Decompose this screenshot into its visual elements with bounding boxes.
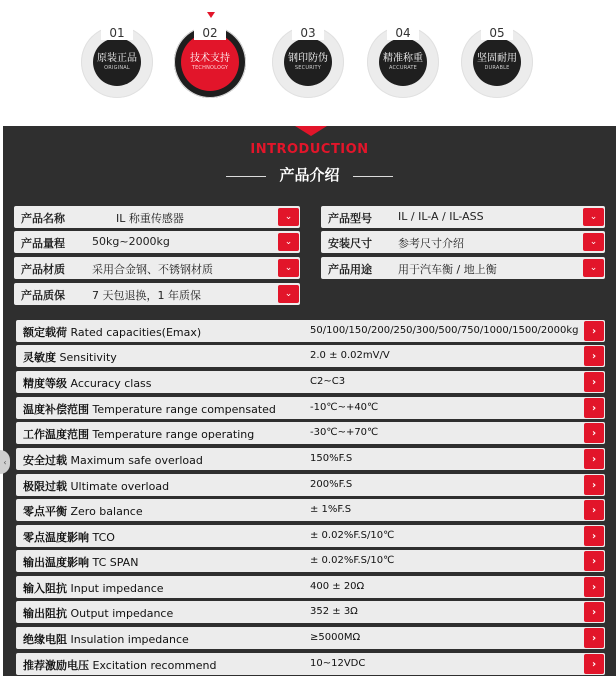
feature-security[interactable] (272, 26, 346, 102)
chevron-right-icon[interactable]: › (584, 526, 604, 546)
info-value: 参考尺寸介绍 (398, 237, 464, 250)
chevron-right-icon[interactable]: › (584, 372, 604, 392)
info-value: IL / IL-A / IL-ASS (398, 210, 484, 223)
feature-title: 坚固耐用 (477, 52, 517, 64)
spec-row[interactable] (16, 653, 605, 675)
spec-label-cn: 绝缘电阻 (23, 633, 67, 646)
spec-label-cn: 额定载荷 (23, 326, 67, 339)
spec-value: C2~C3 (310, 376, 346, 387)
section-title: 产品介绍 (279, 166, 340, 184)
info-value: 50kg~2000kg (92, 235, 170, 248)
chevron-down-icon[interactable]: ⌄ (278, 208, 299, 226)
spec-label-en: Temperature range compensated (92, 403, 276, 416)
info-value: IL 称重传感器 (116, 212, 184, 225)
title-divider-right (353, 176, 393, 177)
spec-label (23, 657, 216, 673)
feature-title: 原装正品 (97, 52, 137, 64)
spec-row[interactable] (16, 576, 605, 598)
info-product-usage[interactable] (321, 257, 605, 279)
spec-label (23, 503, 143, 519)
spec-value: 400 ± 20Ω (310, 581, 365, 592)
spec-label (23, 375, 152, 391)
spec-value: 352 ± 3Ω (310, 606, 358, 617)
spec-row[interactable] (16, 550, 605, 572)
chevron-down-icon[interactable]: ⌄ (583, 259, 604, 277)
spec-row[interactable] (16, 474, 605, 496)
spec-label-cn: 输出阻抗 (23, 607, 67, 620)
chevron-right-icon[interactable]: › (584, 654, 604, 674)
feature-bar (0, 0, 616, 126)
info-label: 安装尺寸 (328, 237, 372, 250)
chevron-right-icon[interactable]: › (584, 475, 604, 495)
spec-row[interactable] (16, 371, 605, 393)
feature-subtitle: TECHNOLOGY (191, 64, 229, 71)
spec-value: 50/100/150/200/250/300/500/750/1000/1500/2000kg (310, 325, 579, 336)
feature-technology[interactable] (174, 26, 248, 102)
spec-label-cn: 精度等级 (23, 377, 67, 390)
info-label: 产品材质 (21, 263, 65, 276)
spec-row[interactable] (16, 448, 605, 470)
spec-row[interactable] (16, 345, 605, 367)
info-label: 产品名称 (21, 212, 65, 225)
spec-label (23, 426, 254, 442)
spec-value: 150%F.S (310, 453, 353, 464)
spec-label-en: Excitation recommend (92, 659, 217, 672)
intro-english-title: INTRODUCTION (250, 142, 369, 157)
info-product-material[interactable] (14, 257, 300, 279)
info-value: 用于汽车衡 / 地上衡 (398, 263, 497, 276)
feature-number: 02 (194, 26, 226, 40)
info-install-size[interactable] (321, 231, 605, 253)
spec-row[interactable] (16, 320, 605, 342)
spec-label (23, 401, 276, 417)
feature-accurate[interactable] (367, 26, 441, 102)
feature-original[interactable] (81, 26, 155, 102)
spec-label (23, 554, 138, 570)
chevron-right-icon[interactable]: › (584, 602, 604, 622)
spec-label (23, 324, 201, 340)
spec-label-en: Maximum safe overload (70, 454, 203, 467)
spec-value: -30℃~+70℃ (310, 427, 379, 438)
spec-label (23, 580, 164, 596)
info-product-warranty[interactable] (14, 283, 300, 305)
spec-label-cn: 极限过载 (23, 480, 67, 493)
panel-notch-icon (295, 126, 327, 136)
spec-label (23, 529, 115, 545)
spec-value: ± 0.02%F.S/10℃ (310, 530, 395, 541)
spec-label-cn: 输出温度影响 (23, 556, 89, 569)
feature-durable[interactable] (461, 26, 535, 102)
spec-label-cn: 灵敏度 (23, 351, 56, 364)
spec-label (23, 452, 203, 468)
spec-label-cn: 安全过载 (23, 454, 67, 467)
info-label: 产品用途 (328, 263, 372, 276)
chevron-right-icon[interactable]: › (584, 577, 604, 597)
feature-number: 01 (101, 26, 133, 40)
spec-value: ± 1%F.S (310, 504, 352, 515)
spec-label-en: Sensitivity (59, 351, 117, 364)
spec-row[interactable] (16, 601, 605, 623)
feature-title: 精准称重 (383, 52, 423, 64)
spec-label-en: Temperature range operating (92, 428, 255, 441)
spec-label (23, 349, 117, 365)
feature-title: 技术支持 (190, 52, 230, 64)
spec-label-en: Accuracy class (70, 377, 152, 390)
feature-badge (93, 38, 141, 86)
spec-row[interactable] (16, 397, 605, 419)
chevron-left-icon[interactable]: ‹ (0, 450, 10, 474)
spec-label-en: TC SPAN (92, 556, 139, 569)
spec-label-en: Output impedance (70, 607, 174, 620)
feature-badge (181, 33, 239, 91)
spec-value: 200%F.S (310, 479, 353, 490)
spec-label-en: Rated capacities(Emax) (70, 326, 202, 339)
feature-badge (379, 38, 427, 86)
feature-subtitle: SECURITY (294, 64, 322, 71)
chevron-right-icon[interactable]: › (584, 346, 604, 366)
chevron-down-icon[interactable]: ⌄ (583, 208, 604, 226)
spec-label-cn: 零点温度影响 (23, 531, 89, 544)
spec-label-cn: 输入阻抗 (23, 582, 67, 595)
chevron-right-icon[interactable]: › (584, 321, 604, 341)
feature-number: 04 (387, 26, 419, 40)
feature-number: 03 (292, 26, 324, 40)
chevron-down-icon[interactable]: ⌄ (583, 233, 604, 251)
product-intro-panel (3, 126, 616, 676)
spec-row[interactable] (16, 627, 605, 649)
info-label: 产品型号 (328, 212, 372, 225)
chevron-right-icon[interactable]: › (584, 449, 604, 469)
feature-subtitle: ACCURATE (388, 64, 418, 71)
chevron-down-icon[interactable]: ⌄ (278, 285, 299, 303)
spec-row[interactable] (16, 525, 605, 547)
feature-number: 05 (481, 26, 513, 40)
feature-title: 钢印防伪 (288, 52, 328, 64)
chevron-right-icon[interactable]: › (584, 398, 604, 418)
spec-label-cn: 温度补偿范围 (23, 403, 89, 416)
spec-value: ≥5000MΩ (310, 632, 361, 643)
chevron-right-icon[interactable]: › (584, 500, 604, 520)
spec-label (23, 478, 169, 494)
spec-row[interactable] (16, 422, 605, 444)
feature-subtitle: ORIGINAL (104, 64, 130, 71)
feature-subtitle: DURABLE (484, 64, 510, 71)
spec-value: ± 0.02%F.S/10℃ (310, 555, 395, 566)
info-label: 产品量程 (21, 237, 65, 250)
chevron-down-icon[interactable]: ⌄ (278, 233, 299, 251)
feature-badge (473, 38, 521, 86)
spec-label (23, 605, 173, 621)
spec-label-cn: 零点平衡 (23, 505, 67, 518)
info-product-name[interactable] (14, 206, 300, 228)
spec-row[interactable] (16, 499, 605, 521)
chevron-right-icon[interactable]: › (584, 423, 604, 443)
info-value: 采用合金钢、不锈钢材质 (92, 263, 213, 276)
spec-label-en: Ultimate overload (70, 480, 170, 493)
spec-label-cn: 推荐激励电压 (23, 659, 89, 672)
info-product-range[interactable] (14, 231, 300, 253)
info-label: 产品质保 (21, 289, 65, 302)
info-value: 7 天包退换，1 年质保 (92, 289, 201, 302)
feature-badge (284, 38, 332, 86)
spec-label-cn: 工作温度范围 (23, 428, 89, 441)
info-product-model[interactable] (321, 206, 605, 228)
spec-label-en: Input impedance (70, 582, 164, 595)
spec-value: 2.0 ± 0.02mV/V (310, 350, 390, 361)
chevron-right-icon[interactable]: › (584, 628, 604, 648)
chevron-right-icon[interactable]: › (584, 551, 604, 571)
spec-label-en: TCO (92, 531, 115, 544)
spec-value: 10~12VDC (310, 658, 366, 669)
chevron-down-icon[interactable]: ⌄ (278, 259, 299, 277)
spec-value: -10℃~+40℃ (310, 402, 379, 413)
spec-label-en: Insulation impedance (70, 633, 189, 646)
spec-label (23, 631, 189, 647)
active-indicator-icon (207, 12, 215, 18)
spec-label-en: Zero balance (70, 505, 143, 518)
